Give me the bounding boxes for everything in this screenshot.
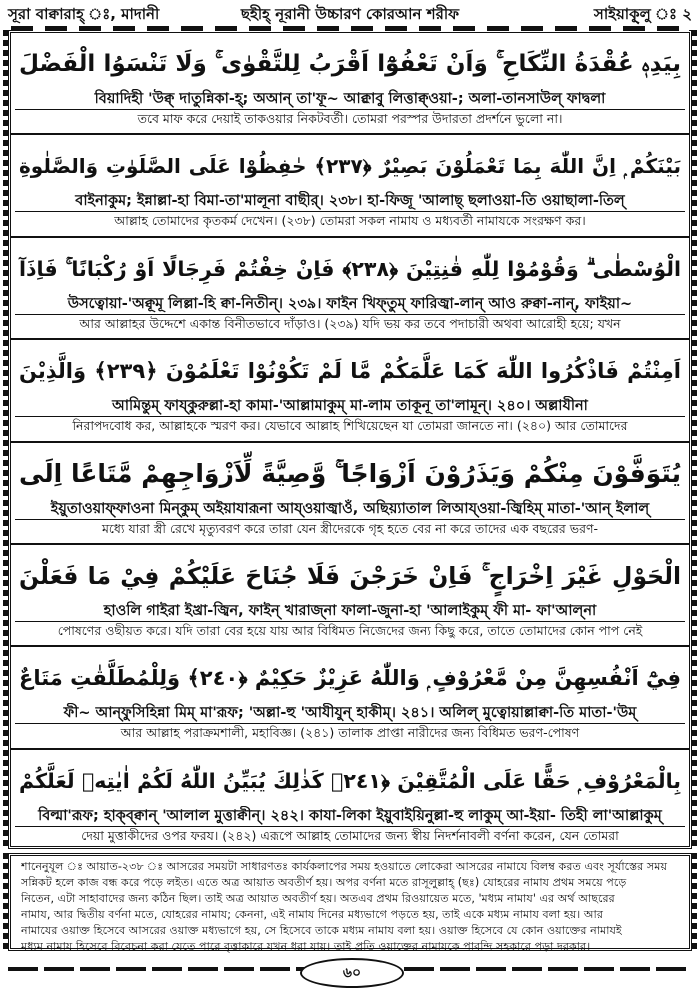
para-name: সাইয়াকূ্লু ঃ ২ (593, 4, 692, 23)
footnote-line: শানেনুযূল ঃ আয়াত-২৩৮ ঃ আসরের সময়টা সাধারণতঃ কার্যকলাপের সময় হওয়াতে লোকেরা আসরের নামাযে বিলম্ব করত এবং সূর্যাস্তের সময় (21, 860, 668, 873)
translation: আর আল্লাহর উদ্দেশে একান্ত বিনীতভাবে দাঁড়াও। (২৩৯) যদি ভয় কর তবে পদাচারী অথবা আরোহী হয়ে; যখন (15, 314, 685, 333)
translation: দেয়া মুত্তাকীদের ওপর ফরয। (২৪২) এরূপে আল্লাহ তোমাদের জন্য স্বীয় নিদর্শনাবলী বর্ণনা করেন, যেন তোমরা (15, 826, 685, 845)
arabic-text: فِيْٓ اَنْفُسِهِنَّ مِنْ مَّعْرُوْفٍ ۭ وَاللّٰهُ عَزِيْزٌ حَكِيْمٌ ﴿٢٤٠﴾ وَلِلْمُطَلَّقٰتِ مَتَاعٌ (19, 666, 681, 691)
verse-block (11, 340, 689, 442)
verse-block (11, 238, 689, 340)
transliteration: বিল্মা'রূফ; হাক্ব্ক্বান্ 'আলাল মুত্তাক্বীন্। ২৪২। কাযা-লিকা ইয়ুবাইয়িনুল্লা-হু লাকুম্ আ-ইয়া- তিহী লা'আল্লাকুম্ (38, 807, 662, 824)
transliteration: ইয়ুতাওয়াফ্ফাওনা মিন্কুম্ অইয়াযারূনা আয্ওয়াজ্বাওঁ, অছিয়্যাতাল লিআয্ওয়া-জ্বিহিম্ মাতা-'আন্ ইলাল্ (50, 500, 650, 517)
transliteration: বিয়াদিহী 'উক্ব্ দাতুন্নিকা-হ্; অআন্ তা'ফূ~ আক্ব্রাবু লিত্তাক্ব্ওয়া-; অলা-তানসাউল্ ফাদ্বলা (94, 91, 606, 107)
book-title: ছহীহ্ নূরানী উচ্চারণ কোরআন শরীফ (240, 4, 460, 23)
translation: আর আল্লাহ পরাক্রমশালী, মহাবিজ্ঞ। (২৪১) তালাক প্রাপ্তা নারীদের জন্য বিধিমত ভরণ-পোষণ (15, 723, 685, 742)
verse-frame (8, 30, 692, 849)
transliteration: উসত্বোয়া-'অক্বূমূ লিল্লা-হি ক্বা-নিতীন্। ২৩৯। ফাইন খিফ্তুম্ ফারিজ্বা-লান্ আও রুক্বা-নান্, ফাইয়া~ (67, 295, 633, 312)
arabic-text: الْوُسْطٰى ۗ وَقُوْمُوْا لِلّٰهِ قٰنِتِيْنَ ﴿٢٣٨﴾ فَاِنْ خِفْتُمْ فَرِجَالًا اَوْ رُكْبَانًا ۚ فَاِذَآ (19, 256, 681, 281)
page-header (8, 4, 692, 26)
arabic-text: يُتَوَفَّوْنَ مِنْكُمْ وَيَذَرُوْنَ اَزْوَاجًا ۚ وَّصِيَّةً لِّاَزْوَاجِهِمْ مَّتَاعًا اِلَى (19, 458, 681, 488)
verse-block (11, 443, 689, 545)
verse-block (11, 545, 689, 647)
translation: তবে মাফ করে দেয়াই তাকওয়ার নিকটবর্তী। তোমরা পরস্পর উদারতা প্রদর্শনে ভুলো না। (15, 109, 685, 128)
surah-name: সূরা বাক্বারাহ্ ঃ, মাদানী (8, 4, 160, 23)
translation: নিরাপদবোধ কর, আল্লাহকে স্মরণ কর। যেভাবে আল্লাহ শিখিয়েছেন যা তোমরা জানতে না। (২৪০) আর তোমাদের (15, 416, 685, 435)
footnote-box (8, 853, 692, 951)
arabic-text: بَيْنَكُمْ ۭ اِنَّ اللّٰهَ بِمَا تَعْمَلُوْنَ بَصِيْرٌ ﴿٢٣٧﴾ حٰفِظُوْا عَلَى الصَّلَوٰتِ وَالصَّلٰوةِ (19, 154, 681, 179)
translation: মধ্যে যারা স্ত্রী রেখে মৃত্যুবরণ করে তারা যেন স্ত্রীদেরকে গৃহ হতে বের না করে তাদের এক বছরের ভরণ- (15, 519, 685, 538)
footnote-line: নামাযের ওয়াক্ত হিসেবে আসরের ওয়াক্ত মধ্যভাগে হয়, সে হিসেবে তাকে মধ্যম নামায বলা হয়। ওয়াক্ত হিসেবে যে কোন ওয়াক্তের নামাযই (21, 924, 622, 937)
translation: পোষণের ওছীয়ত করে। যদি তারা বের হয়ে যায় আর বিধিমত নিজেদের জন্য কিছু করে, তাতে তোমাদের কোন পাপ নেই (15, 621, 685, 640)
transliteration: ফী~ আন্ফুসিহিন্না মিম্ মা'রূফ; 'অল্লা-হু 'আযীযুন্ হাকীম্। ২৪১। অলিল্ মুত্বোয়াল্লাক্বা-তি মাতা-'উম্ (63, 705, 637, 722)
arabic-text: اَمِنْتُمْ فَاذْكُرُوا اللّٰهَ كَمَا عَلَّمَكُمْ مَّا لَمْ تَكُوْنُوْا تَعْلَمُوْنَ ﴿٢٣٩﴾ وَالَّذِيْنَ (19, 359, 681, 384)
page-number: ৬০ (300, 958, 404, 988)
transliteration: বাইনাকুম; ইন্নাল্লা-হা বিমা-তা'মালূনা বাছীর্। ২৩৮। হা-ফিজূ 'আলাছ্ ছলাওয়া-তি ওয়াছালা-তিল্ (75, 193, 625, 210)
arabic-text: بِيَدِهٖ عُقْدَةُ النِّكَاحِ ۚ وَاَنْ تَعْفُوْٓا اَقْرَبُ لِلتَّقْوٰى ۚ وَلَا تَنْسَوُا الْفَضْلَ (19, 51, 681, 77)
transliteration: হাওলি গাইরা ইখ্রা-জ্বিন, ফাইন্ খারাজ্না ফালা-জুনা-হা 'আলাইকুম্ ফী মা- ফা'আল্না (103, 602, 597, 619)
translation: আল্লাহ তোমাদের কৃতকর্ম দেখেন। (২৩৮) তোমরা সকল নামায ও মধ্যবর্তী নামাযকে সংরক্ষণ কর। (15, 211, 685, 230)
arabic-text: الْحَوْلِ غَيْرَ اِخْرَاجٍ ۚ فَاِنْ خَرَجْنَ فَلَا جُنَاحَ عَلَيْكُمْ فِيْ مَا فَعَلْنَ (19, 561, 681, 590)
verse-block (11, 647, 689, 749)
verse-block (11, 750, 689, 852)
verse-block (11, 135, 689, 237)
footnote-line: মধ্যম নামায হিসেবে বিবেচনা করা যেতে পারে বৃত্তাকারে যখন ধরা যায়। তাই প্রতি ওয়াক্তের নামাযকে পাবন্দি সহকারে পড়া দরকার। (21, 940, 591, 953)
footnote-line: নিতেন, এটা সাহাবাদের জন্য কঠিন ছিল। তাই অত্র আয়াত অবতীর্ণ হয়। অতএব প্রথম রিওয়ায়েত মতে, 'মধ্যম নামায' এর অর্থ আছরের (21, 892, 615, 905)
arabic-text: بِالْمَعْرُوْفِ ۭ حَقًّا عَلَى الْمُتَّقِيْنَ ﴿٢٤١﴾ كَذٰلِكَ يُبَيِّنُ اللّٰهُ لَكُمْ اٰيٰتِهٖ لَعَلَّكُمْ (19, 768, 681, 793)
footnote-line: সন্নিকট হলে কাজ বন্ধ করে পড়ে লইত। এতে অত্র আয়াত অবতীর্ণ হয়। অপর বর্ণনা মতে রাসূলুল্লাহ্ (ছঃ) যোহরের নামায প্রথম সময়ে পড়ে (21, 876, 627, 889)
footnote-line: নামায, আর দ্বিতীয় বর্ণনা মতে, যোহরের নামায; কেননা, এই নামায দিনের মধ্যভাগে পড়তে হয়, তাই একে মধ্যম নামায বলা হয়। আর (21, 908, 604, 921)
transliteration: আমিন্তুম্ ফায্কুরুল্লা-হা কামা-'আল্লামাকুম্ মা-লাম তাকূনূ তা'লামূন্। ২৪০। অল্লাযীনা (112, 398, 588, 415)
verse-block (11, 33, 689, 135)
